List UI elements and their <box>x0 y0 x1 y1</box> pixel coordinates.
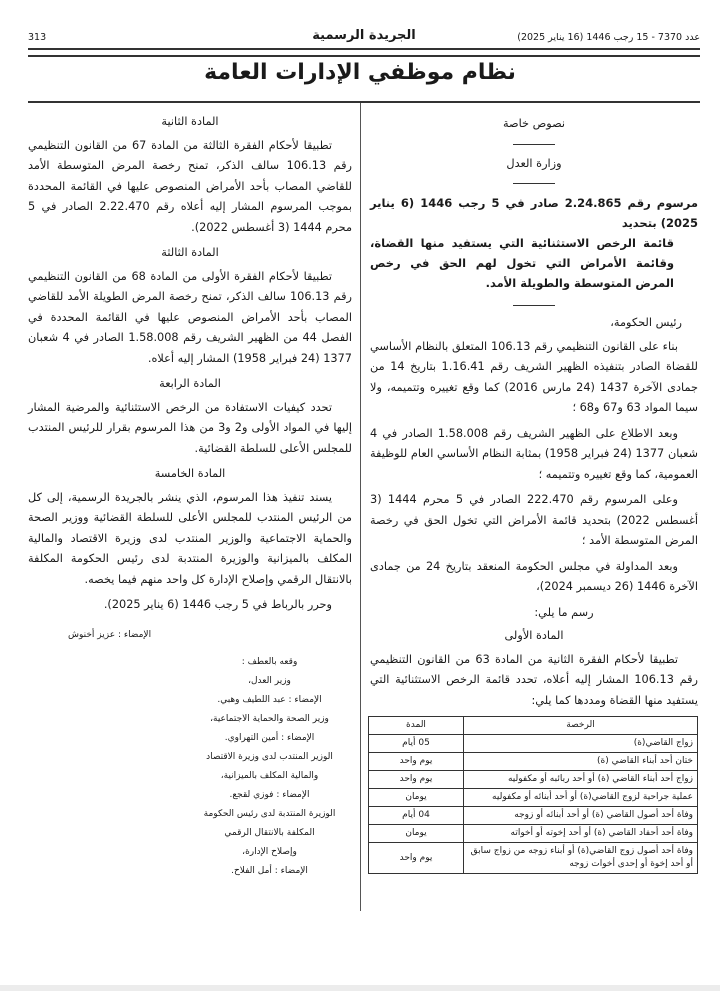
countersign-line: الإمضاء : أمل الفلاح. <box>231 865 308 876</box>
leave-cell: وفاة أحد أحفاد القاضي (ة) أو أحد إخوته أو أخواته <box>464 825 698 843</box>
countersignatures <box>187 653 352 881</box>
countersign-line: الإمضاء : أمين التهراوي. <box>224 732 315 743</box>
section-title: نظام موظفي الإدارات العامة <box>204 60 516 85</box>
table-row <box>369 843 698 874</box>
title-rule <box>28 101 700 103</box>
divider-rule <box>513 144 555 145</box>
article5-text: يسند تنفيذ هذا المرسوم، الذي ينشر بالجريدة الرسمية، إلى كل من الرئيس المنتدب للمجلس الأعلى للسلطة القضائية ووزير الصحة والحماية الاجتماعية والوزير المنتدب لدى وزيرة الاقتصاد والمالية المكلف بالميزانية والوزيرة المنتدبة لدى رئيس الحكومة المكلفة بالانتقال الرقمي وإصلاح الإدارة كل واحد منهم فيما يخصه. <box>28 490 352 586</box>
leave-cell: وفاة أحد أصول القاضي (ة) أو أحد أبنائه أو زوجه <box>464 807 698 825</box>
leave-cell: وفاة أحد أصول زوج القاضي(ة) أو أبناء زوجه من زواج سابق أو أحد إخوة أو إحدى أخوات زوجه <box>464 843 698 874</box>
article3-text: تطبيقا لأحكام الفقرة الأولى من المادة 68 من القانون التنظيمي رقم 106.13 سالف الذكر، تمنح رخصة المرض الطويلة الأمد للقاضي المصاب بأحد الأمراض المنصوص عليها في القائمة المحددة في الفصل 44 من الظهير الشريف رقم 1.58.008 الصادر في 4 شعبان 1377 (24 فبراير 1958) المشار إليه أعلاه. <box>28 269 352 365</box>
countersign-line: الإمضاء : فوزي لقجع. <box>229 789 310 800</box>
decree-title <box>370 193 698 293</box>
ministry-name: وزارة العدل <box>506 156 562 170</box>
table-row <box>369 753 698 771</box>
article2-heading: المادة الثانية <box>161 115 219 128</box>
duration-cell: يوم واحد <box>369 843 464 874</box>
article1-heading: المادة الأولى <box>504 629 564 642</box>
table-row <box>369 771 698 789</box>
duration-cell: يوم واحد <box>369 753 464 771</box>
table-row <box>369 735 698 753</box>
recital: بناء على القانون التنظيمي رقم 106.13 المتعلق بالنظام الأساسي للقضاة الصادر بتنفيذه الظهير الشريف رقم 1.16.41 بتاريخ 14 من جمادى الآخرة 1437 (24 مارس 2016) كما وقع تغييره وتتميمه، ولا سيما المواد 63 و67 و68 ؛ <box>370 339 698 414</box>
countersign-line: وإصلاح الإدارة، <box>242 846 297 857</box>
gazette-name: الجريدة الرسمية <box>312 28 416 43</box>
head-of-government: رئيس الحكومة، <box>610 316 682 329</box>
leaves-table <box>368 716 698 874</box>
article3-heading: المادة الثالثة <box>161 246 219 259</box>
leave-cell: ختان أحد أبناء القاضي (ة) <box>464 753 698 771</box>
duration-cell: 04 أيام <box>369 807 464 825</box>
table-header-row <box>369 717 698 735</box>
article4-text: تحدد كيفيات الاستفادة من الرخص الاستثنائية والمرضية المشار إليها في المواد الأولى و2 و3 من هذا المرسوم بقرار للرئيس المنتدب للمجلس الأعلى للسلطة القضائية. <box>28 400 353 455</box>
leave-cell: زواج أحد أبناء القاضي (ة) أو أحد ربائبه أو مكفوليه <box>464 771 698 789</box>
page-number: 313 <box>28 32 47 43</box>
decree-title-line1: مرسوم رقم 2.24.865 صادر في 5 رجب 1446 (6 يناير 2025) بتحديد <box>370 196 699 230</box>
issue-line: عدد 7370 - 15 رجب 1446 (16 يناير 2025) <box>517 32 700 43</box>
duration-cell: 05 أيام <box>369 735 464 753</box>
running-header <box>28 28 700 46</box>
duration-cell: يومان <box>369 789 464 807</box>
countersign-line: الوزير المنتدب لدى وزيرة الاقتصاد <box>206 751 333 762</box>
resolved-clause: رسم ما يلي: <box>534 605 594 619</box>
table-row <box>369 807 698 825</box>
done-at: وحرر بالرباط في 5 رجب 1446 (6 يناير 2025). <box>103 598 332 611</box>
table-row <box>369 825 698 843</box>
recital: وبعد المداولة في مجلس الحكومة المنعقد بتاريخ 24 من جمادى الآخرة 1446 (26 ديسمبر 2024)، <box>370 559 698 593</box>
recital: وبعد الاطلاع على الظهير الشريف رقم 1.58.008 الصادر في 4 شعبان 1377 (24 فبراير 1958) بمثابة النظام الأساسي العام للوظيفة العمومية، كما وقع تغييره وتتميمه ؛ <box>370 426 699 481</box>
countersign-line: الإمضاء : عبد اللطيف وهبي. <box>217 694 322 705</box>
article4-heading: المادة الرابعة <box>159 377 221 390</box>
right-column <box>370 110 698 874</box>
divider-rule <box>513 305 555 306</box>
header-double-rule <box>28 48 700 57</box>
leave-cell: عملية جراحية لزوج القاضي(ة) أو أحد أبنائه أو مكفوليه <box>464 789 698 807</box>
countersign-line: المكلفة بالانتقال الرقمي <box>224 827 315 838</box>
countersign-line: وقعه بالعطف : <box>241 656 298 667</box>
countersign-line: وزير الصحة والحماية الاجتماعية، <box>210 713 329 724</box>
countersign-line: والمالية المكلف بالميزانية، <box>220 770 319 781</box>
duration-cell: يوم واحد <box>369 771 464 789</box>
pm-signature: الإمضاء : عزيز أخنوش <box>68 629 152 640</box>
duration-cell: يومان <box>369 825 464 843</box>
page-bottom-band <box>0 985 720 991</box>
article2-text: تطبيقا لأحكام الفقرة الثالثة من المادة 67 من القانون التنظيمي رقم 106.13 سالف الذكر، تمنح رخصة المرض المتوسطة الأمد للقاضي المصاب بأحد الأمراض المنصوص عليها في القائمة المحددة بموجب المرسوم المشار إليه أعلاه رقم 2.22.470 الصادر في 5 محرم 1444 (3 أغسطس 2022). <box>28 138 353 234</box>
column-header-duration: المدة <box>369 717 464 735</box>
article1-text: تطبيقا لأحكام الفقرة الثانية من المادة 63 من القانون التنظيمي رقم 106.13 المشار إليه أعلاه، تحدد قائمة الرخص الاستثنائية التي يستفيد منها القضاة ومددها كما يلي: <box>370 652 698 707</box>
decree-title-rest: قائمة الرخص الاستثنائية التي يستفيد منها القضاة، وقائمة الأمراض التي تخول لهم الحق في رخص المرض المتوسطة والطويلة الأمد. <box>370 236 674 290</box>
table-row <box>369 789 698 807</box>
recital: وعلى المرسوم رقم 222.470 الصادر في 5 محرم 1444 (3 أغسطس 2022) بتحديد قائمة الأمراض التي تخول الحق في رخصة المرض المتوسطة الأمد ؛ <box>370 493 698 547</box>
article5-heading: المادة الخامسة <box>154 467 226 480</box>
countersign-line: وزير العدل، <box>248 675 291 686</box>
column-divider <box>360 103 361 911</box>
column-header-leave: الرخصة <box>464 717 698 735</box>
leave-cell: زواج القاضي(ة) <box>464 735 698 753</box>
special-texts-heading: نصوص خاصة <box>502 117 566 130</box>
left-column <box>28 112 352 881</box>
countersign-line: الوزيرة المنتدبة لدى رئيس الحكومة <box>203 808 336 819</box>
divider-rule <box>513 183 555 184</box>
